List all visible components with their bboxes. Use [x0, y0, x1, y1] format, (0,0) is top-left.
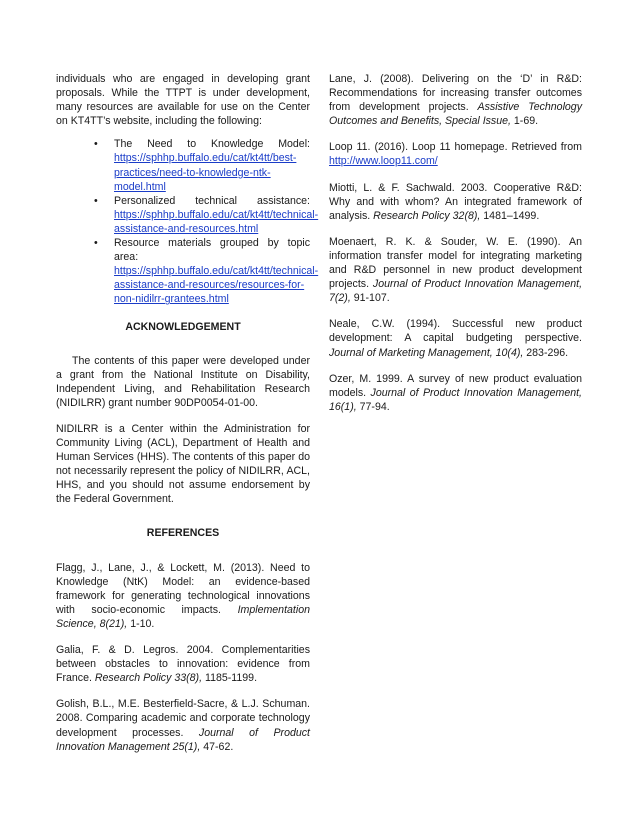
reference-pages: 283-296. [523, 346, 569, 359]
acknowledgement-paragraph: The contents of this paper were developed under a grant from the National Institute on Disability, Independent Living, and Rehabilitation Research (NIDILRR) grant number 90DP0054-01-00. [56, 354, 310, 409]
reference-text: Ozer, M. 1999. A survey of new product evaluation models. [329, 372, 582, 399]
reference-entry [329, 235, 582, 305]
reference-pages: 1-69. [510, 115, 539, 128]
reference-text: Flagg, J., Lane, J., & Lockett, M. (2013). Need to Knowledge (NtK) Model: an evidence-based framework for generating technological innovations with socio-economic impacts. [56, 561, 310, 616]
intro-paragraph: individuals who are engaged in developing grant proposals. While the TTPT is under development, many resources are available for use on the Center on KT4TT’s website, including the following: [56, 73, 310, 128]
reference-entry [329, 140, 582, 168]
resource-list [56, 137, 319, 306]
reference-journal: Research Policy 32(8), [373, 209, 481, 222]
reference-pages: 1-10. [127, 618, 155, 630]
reference-entry [56, 643, 310, 685]
reference-journal: Journal of Product Innovation Management 25(1), [56, 726, 310, 753]
reference-entry [329, 181, 582, 223]
reference-entry [329, 72, 582, 128]
reference-journal: Assistive Technology Outcomes and Benefits, Special Issue, [329, 101, 582, 128]
reference-entry [56, 697, 310, 753]
reference-pages: 1185-1199. [202, 672, 258, 685]
reference-text: Miotti, L. & F. Sachwald. 2003. Cooperative R&D: Why and with whom? An integrated framework of analysis. [329, 181, 582, 222]
acknowledgement-paragraph: NIDILRR is a Center within the Administration for Community Living (ACL), Department of Health and Human Services (HHS). The contents of this paper do not necessarily represent the policy of NIDILRR, ACL, HHS, and you should not assume endorsement by the Federal Government. [56, 422, 310, 506]
reference-journal: Journal of Product Innovation Management, 7(2), [329, 278, 583, 305]
right-column [329, 72, 582, 426]
reference-journal: Journal of Product Innovation Management, 16(1), [329, 386, 582, 413]
resource-link[interactable]: https://sphhp.buffalo.edu/cat/kt4tt/best-practices/need-to-knowledge-ntk-model.html [114, 152, 297, 193]
reference-text: Neale, C.W. (1994). Successful new product development: A capital budgeting perspective. [329, 318, 582, 345]
reference-entry [329, 317, 582, 359]
resource-label: Personalized technical assistance: [114, 194, 310, 207]
reference-text: Loop 11. (2016). Loop 11 homepage. Retrieved from [329, 141, 582, 154]
reference-entry [56, 561, 310, 631]
reference-pages: 77-94. [356, 400, 390, 413]
resource-label: The Need to Knowledge Model: [114, 138, 310, 151]
resource-link[interactable]: https://sphhp.buffalo.edu/cat/kt4tt/technical-assistance-and-resources/resources-for-non-nidilrr-grantees.html [114, 265, 319, 306]
reference-pages: 1481–1499. [480, 209, 540, 222]
reference-text: Galia, F. & D. Legros. 2004. Complementarities between obstacles to innovation: evidence from France. [56, 644, 310, 685]
resource-item [56, 137, 310, 193]
reference-pages: 47-62. [200, 740, 234, 753]
reference-text: Golish, B.L., M.E. Besterfield-Sacre, & L.J. Schuman. 2008. Comparing academic and corporate technology development processes. [56, 698, 310, 739]
references-heading: REFERENCES [146, 526, 220, 539]
resource-item [56, 194, 319, 236]
resource-link[interactable]: https://sphhp.buffalo.edu/cat/kt4tt/technical-assistance-and-resources.html [114, 208, 319, 235]
reference-journal: Implementation Science, 8(21), [56, 603, 310, 630]
acknowledgement-heading: ACKNOWLEDGEMENT [125, 320, 241, 333]
reference-text: Lane, J. (2008). Delivering on the ‘D’ in R&D: Recommendations for increasing transfer outcomes from development projects. [329, 73, 582, 114]
reference-journal: Journal of Marketing Management, 10(4), [329, 346, 524, 359]
reference-text: Moenaert, R. K. & Souder, W. E. (1990). An information transfer model for integrating marketing and R&D personnel in new product development projects. [329, 235, 582, 291]
reference-link[interactable]: http://www.loop11.com/ [329, 155, 438, 168]
resource-item [56, 236, 319, 306]
left-column [56, 72, 319, 766]
reference-journal: Research Policy 33(8), [94, 672, 203, 685]
reference-pages: 91-107. [350, 292, 390, 305]
reference-entry [329, 372, 582, 414]
resource-label: Resource materials grouped by topic area: [114, 237, 310, 264]
